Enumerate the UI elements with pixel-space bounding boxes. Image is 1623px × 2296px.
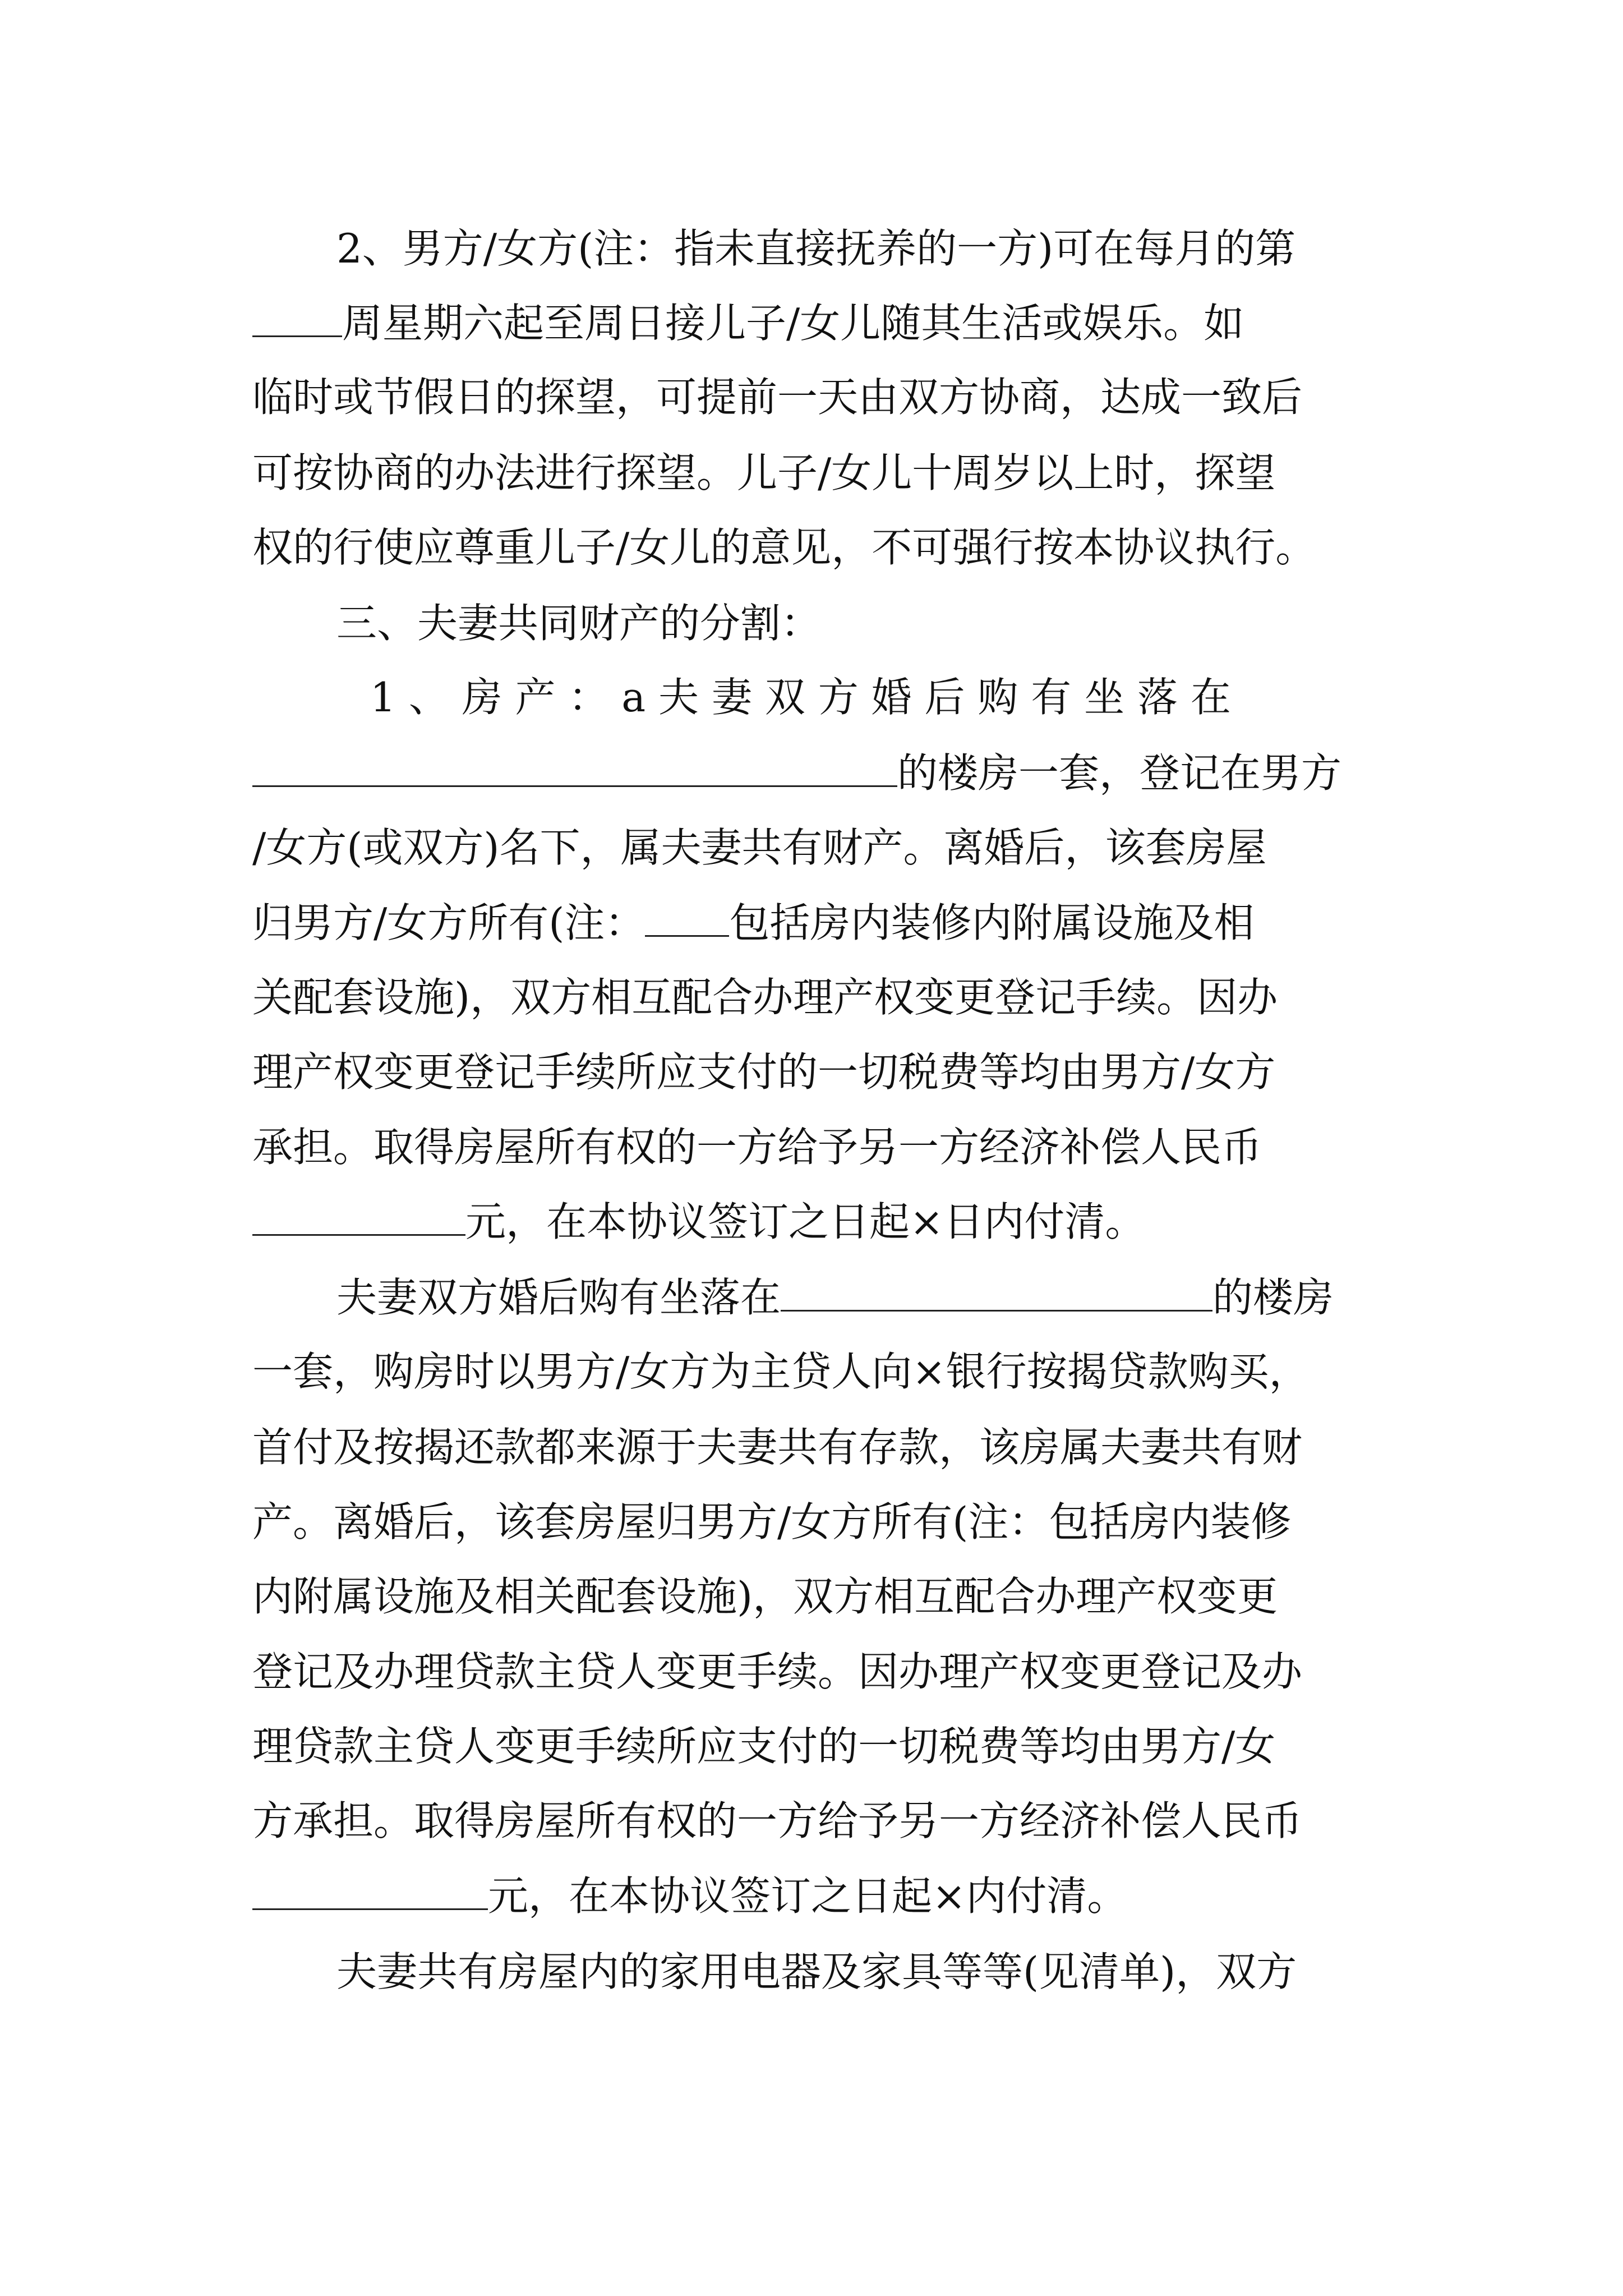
text-line (252, 1120, 1385, 1174)
line-text: 关配套设施)，双方相互配合办理产权变更登记手续。因办 (252, 974, 1278, 1021)
line-text: 夫妻共有房屋内的家用电器及家具等等(见清单)，双方 (336, 1948, 1297, 1995)
text-line-household-items (336, 1945, 1385, 1999)
line-text: 2、男方/女方(注：指未直接抚养的一方)可在每月的第 (336, 225, 1296, 272)
text-line-second-house (336, 1271, 1385, 1324)
line-text: 理贷款主贷人变更手续所应支付的一切税费等均由男方/女 (252, 1723, 1276, 1770)
text-line-compensation-amount (252, 1195, 1385, 1249)
line-text: 方承担。取得房屋所有权的一方给予另一方经济补偿人民币 (252, 1797, 1303, 1844)
line-text: 承担。取得房屋所有权的一方给予另一方经济补偿人民币 (252, 1124, 1262, 1171)
line-text: 登记及办理贷款主贷人变更手续。因办理产权变更登记及办 (252, 1648, 1303, 1695)
line-text: 元，在本协议签订之日起×内付清。 (488, 1872, 1128, 1920)
line-text: 内附属设施及相关配套设施)，双方相互配合办理产权变更 (252, 1573, 1278, 1620)
fill-in-blank-note[interactable] (645, 900, 729, 937)
text-line-compensation-amount (252, 1869, 1385, 1923)
text-line (252, 1794, 1385, 1848)
line-text: 周星期六起至周日接儿子/女儿随其生活或娱乐。如 (342, 300, 1244, 347)
line-text: 夫妻双方婚后购有坐落在 (336, 1274, 781, 1321)
text-line (252, 1719, 1385, 1773)
fill-in-blank-location[interactable] (252, 751, 897, 787)
text-line-visitation-clause (336, 222, 1385, 275)
section-heading-property-division (336, 596, 1385, 650)
line-text: 临时或节假日的探望，可提前一天由双方协商，达成一致后 (252, 374, 1303, 421)
text-line (252, 370, 1385, 424)
line-text: 首付及按揭还款都来源于夫妻共有存款，该房属夫妻共有财 (252, 1424, 1303, 1471)
text-line (252, 1495, 1385, 1549)
text-line-weekly-visit (252, 296, 1385, 350)
fill-in-blank-amount[interactable] (252, 1199, 465, 1236)
text-line (252, 1045, 1385, 1099)
section-heading-text: 三、夫妻共同财产的分割： (336, 600, 822, 647)
fill-in-blank-amount[interactable] (252, 1874, 488, 1910)
line-text: 可按协商的办法进行探望。儿子/女儿十周岁以上时，探望 (252, 449, 1276, 496)
text-line (252, 1345, 1385, 1398)
text-line-house-location (252, 746, 1385, 800)
text-line-house-property (370, 670, 1385, 724)
fill-in-blank-location[interactable] (781, 1275, 1212, 1312)
text-line (252, 1570, 1385, 1623)
line-text: 理产权变更登记手续所应支付的一切税费等均由男方/女方 (252, 1048, 1276, 1096)
line-text: 的楼房 (1212, 1274, 1334, 1321)
line-text: 包括房内装修内附属设施及相 (729, 899, 1255, 946)
fill-in-blank-week[interactable] (252, 301, 342, 337)
line-text: 产。离婚后，该套房屋归男方/女方所有(注：包括房内装修 (252, 1498, 1292, 1545)
text-line (252, 521, 1385, 574)
text-line (252, 970, 1385, 1024)
text-line (252, 1645, 1385, 1699)
line-text: 的楼房一套，登记在男方 (897, 749, 1342, 797)
line-text: 一套，购房时以男方/女方为主贷人向×银行按揭贷款购买， (252, 1348, 1310, 1395)
text-line-ownership-note (252, 896, 1385, 950)
text-line (252, 1420, 1385, 1474)
line-text: 1 、 房 产 ： a 夫 妻 双 方 婚 后 购 有 坐 落 在 (370, 674, 1231, 721)
text-line (252, 446, 1385, 500)
line-text: 归男方/女方所有(注： (252, 899, 645, 946)
line-text: /女方(或双方)名下，属夫妻共有财产。离婚后，该套房屋 (252, 824, 1267, 871)
text-line (252, 821, 1385, 875)
line-text: 权的行使应尊重儿子/女儿的意见，不可强行按本协议执行。 (252, 524, 1316, 571)
line-text: 元，在本协议签订之日起×日内付清。 (465, 1198, 1146, 1245)
